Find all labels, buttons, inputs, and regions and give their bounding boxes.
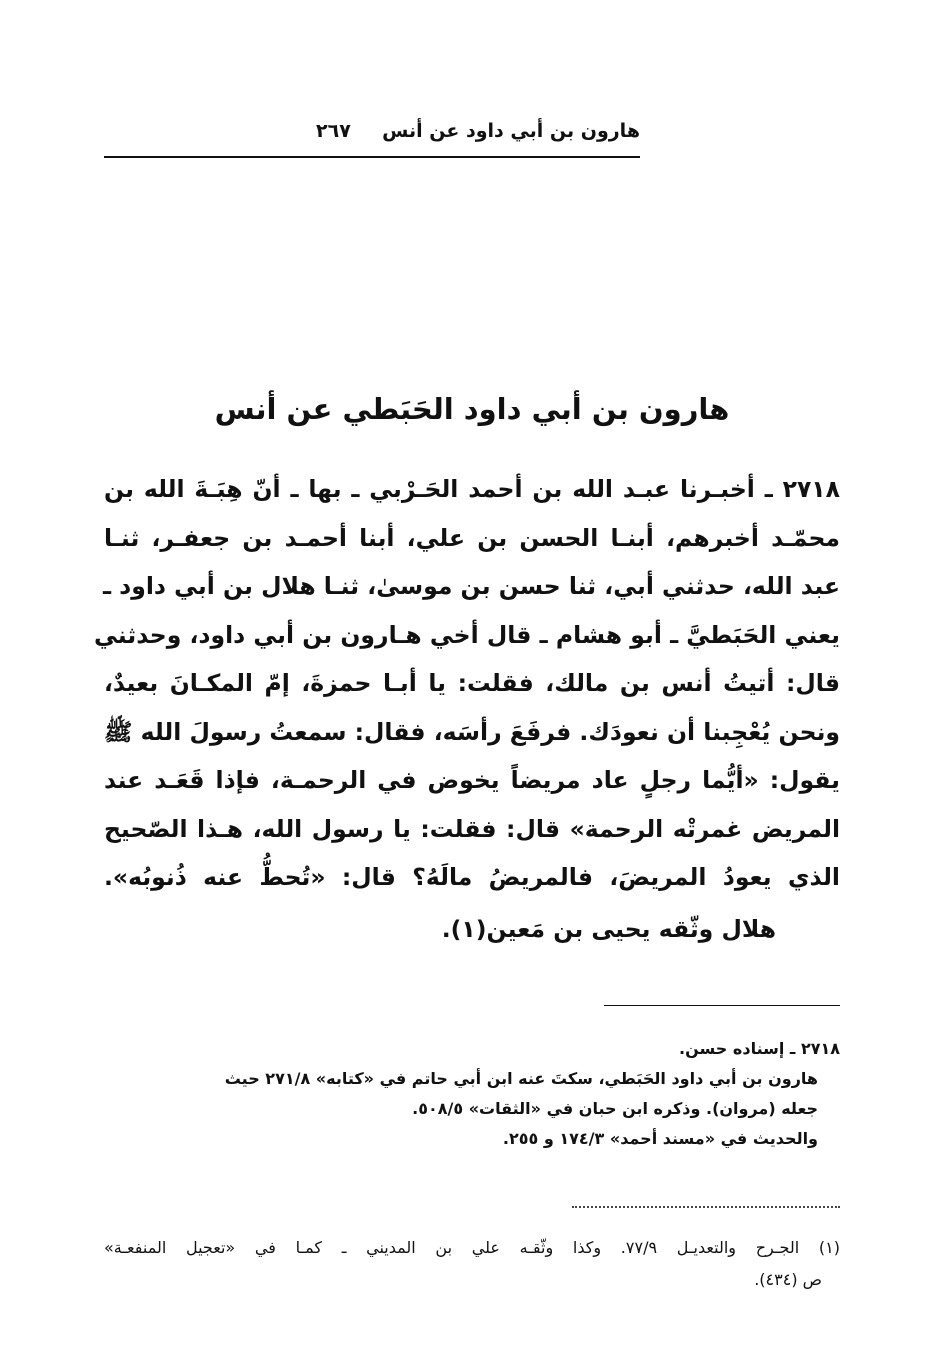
header-rule xyxy=(104,156,640,158)
text-line: قال: أتيتُ أنس بن مالك، فقلت: يا أبـا حمزةَ، إمّ المكـانَ بعيدٌ، xyxy=(104,669,840,697)
note-line: هارون بن أبي داود الحَبَطي، سكتَ عنه ابن أبي حاتم في «كتابه» ٢٧١/٨ حيث xyxy=(224,1069,818,1088)
notes-separator xyxy=(604,1005,840,1006)
hadith-text xyxy=(94,465,840,902)
commentary-notes xyxy=(104,1034,840,1154)
text-line: محمّـد أخبرهم، أبنـا الحسن بن علي، أبنا أحمـد بن جعفـر، ثنـا xyxy=(104,523,840,552)
page-number: ٢٦٧ xyxy=(316,120,351,142)
text-line: يعني الحَبَطيَّ ـ أبو هشام ـ قال أخي هـارون بن أبي داود، وحدثني xyxy=(94,620,840,649)
note-line: جعله (مروان). وذكره ابن حبان في «الثقات» ٥٠٨/٥. xyxy=(412,1099,818,1118)
footnote-line: (١) الجـرح والتعديـل ٧٧/٩. وكذا وثّقـه علي بن المديني ـ كمـا في «تعجيل المنفعـة» xyxy=(104,1238,840,1257)
text-line: عبد الله، حدثني أبي، ثنا حسن بن موسىٰ، ثنـا هلال بن أبي داود ـ xyxy=(102,572,840,600)
text-line: ونحن يُعْجِبنا أن نعودَك. فرفَعَ رأسَه، فقال: سمعتُ رسولَ الله ﷺ xyxy=(104,717,840,746)
running-header xyxy=(104,118,640,158)
footnote-line: ص (٤٣٤). xyxy=(754,1270,822,1289)
note-line: والحديث في «مسند أحمد» ١٧٤/٣ و ٢٥٥. xyxy=(502,1129,818,1148)
note-line: ٢٧١٨ ـ إسناده حسن. xyxy=(679,1039,840,1058)
section-title: هارون بن أبي داود الحَبَطي عن أنس xyxy=(214,392,730,426)
footnotes xyxy=(104,1232,840,1296)
narrator-note: هلال وثّقه يحيى بن مَعين(١). xyxy=(441,915,776,943)
text-line: ٢٧١٨ ـ أخبـرنا عبـد الله بن أحمد الحَـرْبي ـ بها ـ أنّ هِبَـةَ الله بن xyxy=(104,475,840,503)
footnote-separator xyxy=(572,1206,840,1208)
running-title: هارون بن أبي داود عن أنس xyxy=(382,120,640,142)
text-line: المريض غمرتْه الرحمة» قال: فقلت: يا رسول الله، هـذا الصّحيح xyxy=(104,814,840,843)
text-line: يقول: «أيُّما رجلٍ عاد مريضاً يخوض في الرحمـة، فإذا قَعَـد عند xyxy=(104,766,840,794)
text-line: الذي يعودُ المريضَ، فالمريضُ مالَهُ؟ قال: «تُحطُّ عنه ذُنوبُه». xyxy=(104,863,840,891)
